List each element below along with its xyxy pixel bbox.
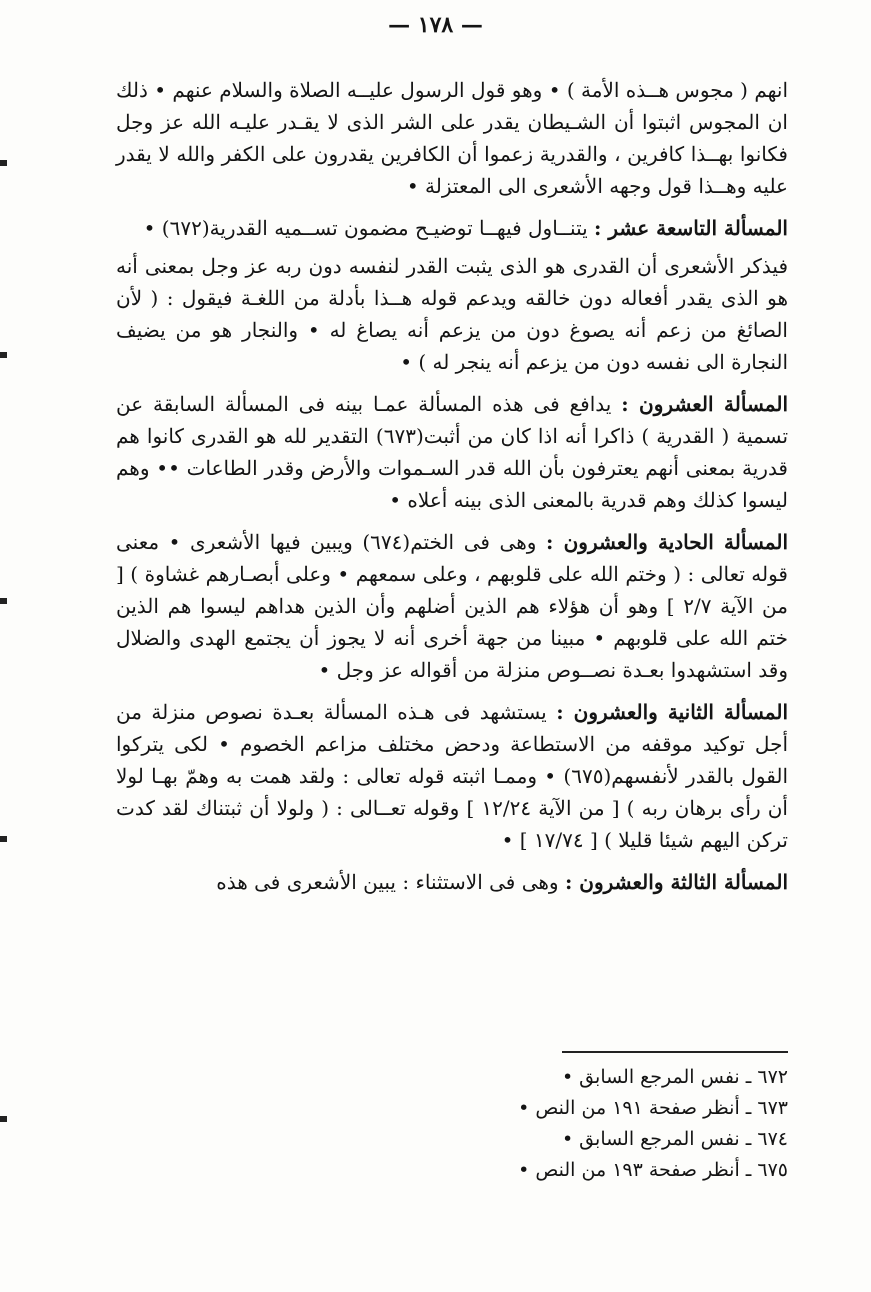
paragraph: [116, 696, 788, 856]
margin-mark: [0, 836, 7, 842]
page-number: — ١٧٨ —: [388, 12, 483, 38]
paragraph: [116, 388, 788, 516]
paragraph-heading: المسألة العشرون :: [621, 392, 789, 416]
margin-mark: [0, 1116, 7, 1122]
paragraph-text: فيذكر الأشعرى أن القدرى هو الذى يثبت القدر لنفسه دون ربه عز وجل بمعنى أنه هو الذى يقدر أفعاله دون خالقه ويدعم قوله هــذا بأدلة من اللغـة فيقول : ( لأن الصائغ من زعم أنه يصوغ دون من يزعم أنه يصاغ له • والنجار هو من يضيف النجارة الى نفسه دون من يزعم أنه ينجر له ) •: [116, 254, 788, 374]
paragraph: [116, 74, 788, 202]
footnote: ٦٧٤ ـ نفس المرجع السابق •: [561, 1128, 788, 1150]
paragraph-text: يتنــاول فيهــا توضيـح مضمون تســميه القدرية(٦٧٢) •: [143, 216, 588, 240]
body-text: [116, 74, 788, 908]
paragraph: [116, 866, 788, 898]
paragraph: [116, 526, 788, 686]
paragraph-heading: المسألة الحادية والعشرون :: [546, 530, 789, 554]
paragraph: [116, 250, 788, 378]
margin-mark: [0, 598, 7, 604]
footnote-divider: [562, 1051, 788, 1053]
paragraph: [116, 212, 788, 244]
paragraph-heading: المسألة الثانية والعشرون :: [556, 700, 788, 724]
paragraph-text: يستشهد فى هـذه المسألة بعـدة نصوص منزلة من أجل توكيد موقفه من الاستطاعة ودحض مختلف مزاعم الخصوم • لكى يتركوا القول بالقدر لأنفسهم(٦٧٥) • وممـا اثبته قوله تعالى : ولقد همت به وهمّ بهـا لولا أن رأى برهان ربه ) [ من الآية ١٢/٢٤ ] وقوله تعــالى : ( ولولا أن ثبتناك لقد كدت تركن اليهم شيئا قليلا ) [ ١٧/٧٤ ] •: [116, 700, 789, 852]
paragraph-text: وهى فى الختم(٦٧٤) ويبين فيها الأشعرى • معنى قوله تعالى : ( وختم الله على قلوبهم ، وعلى سمعهم • وعلى أبصـارهم غشاوة ) [ من الآية ٢/٧ ] وهو أن هؤلاء هم الذين أضلهم وأن الذين هداهم ليسوا هم الذين ختم الله على قلوبهم • مبينا من جهة أخرى أنه لا يجوز أن يجتمع الهدى والضلال وقد استشهدوا بعـدة نصــوص منزلة من أقواله عز وجل •: [116, 530, 788, 682]
margin-mark: [0, 352, 7, 358]
paragraph-heading: المسألة الثالثة والعشرون :: [564, 870, 788, 894]
footnote: ٦٧٢ ـ نفس المرجع السابق •: [561, 1066, 788, 1088]
paragraph-heading: المسألة التاسعة عشر :: [594, 216, 788, 240]
paragraph-text: يدافع فى هذه المسألة عمـا بينه فى المسألة السابقة عن تسمية ( القدرية ) ذاكرا أنه اذا كان من أثبت(٦٧٣) التقدير لله هو القدرى كانوا هم قدرية بمعنى أنهم يعترفون بأن الله قدر السـموات والأرض وقدر الطاعات •• وهم ليسوا كذلك وهم قدرية بالمعنى الذى بينه أعلاه •: [116, 392, 789, 512]
footnote: ٦٧٣ ـ أنظر صفحة ١٩١ من النص •: [518, 1097, 788, 1119]
footnotes: [400, 1062, 788, 1186]
paragraph-text: انهم ( مجوس هــذه الأمة ) • وهو قول الرسول عليــه الصلاة والسلام عنهم • ذلك ان المجوس اثبتوا أن الشـيطان يقدر على الشر الذى لا يقـدر عليـه الله عز وجل فكانوا بهــذا كافرين ، والقدرية زعموا أن الكافرين يقدرون على الكفر والله لا يقدر عليه وهــذا قول وجهه الأشعرى الى المعتزلة •: [116, 78, 788, 198]
margin-mark: [0, 160, 7, 166]
paragraph-text: وهى فى الاستثناء : يبين الأشعرى فى هذه: [216, 870, 559, 894]
footnote: ٦٧٥ ـ أنظر صفحة ١٩٣ من النص •: [518, 1159, 788, 1181]
